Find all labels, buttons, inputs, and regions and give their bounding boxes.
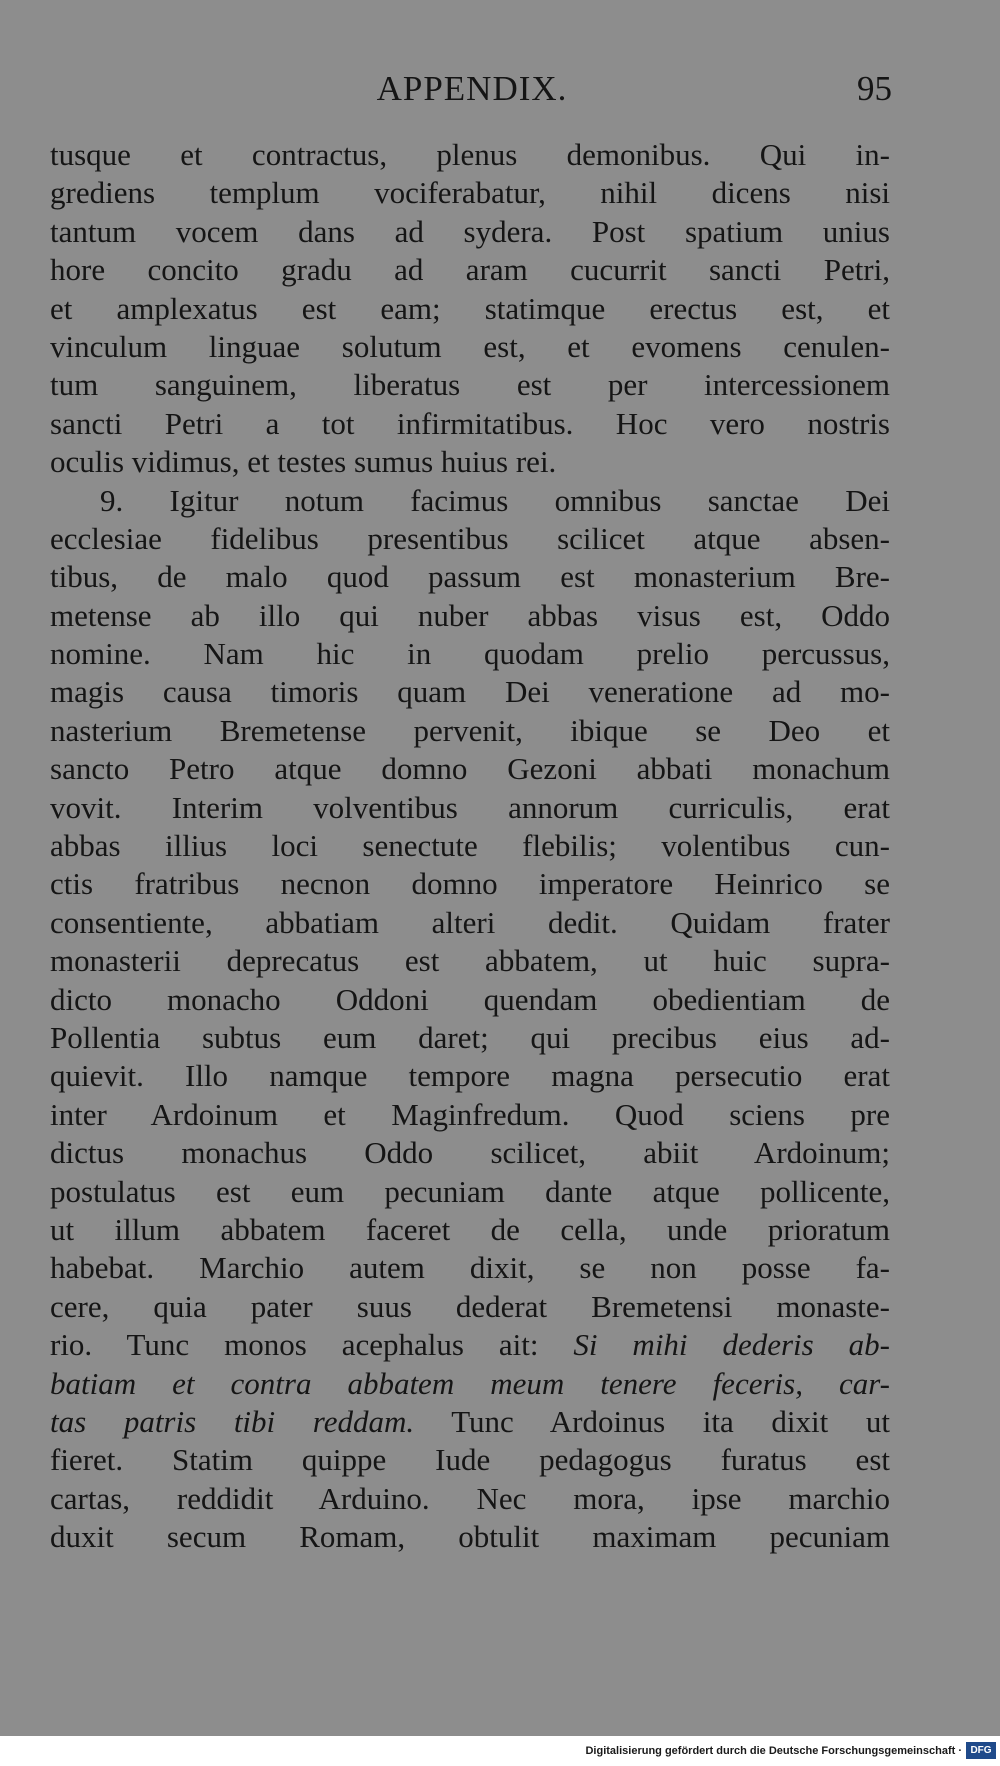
text-line: monasterii deprecatus est abbatem, ut huic supra- [50, 943, 890, 979]
text-line: consentiente, abbatiam alteri dedit. Quidam frater [50, 904, 890, 940]
text-line: tum sanguinem, liberatus est per intercessionem [50, 367, 890, 403]
text-line: inter Ardoinum et Maginfredum. Quod sciens pre [50, 1096, 890, 1132]
text-line: ecclesiae fidelibus presentibus scilicet atque absen- [50, 520, 890, 556]
page-number: 95 [857, 69, 892, 108]
text-segment: rio. Tunc monos acephalus ait: [50, 1327, 539, 1363]
text-line: quievit. Illo namque tempore magna persecutio erat [50, 1058, 890, 1094]
text-line: postulatus est eum pecuniam dante atque pollicente, [50, 1173, 890, 1209]
digitization-footer [0, 1736, 1000, 1766]
text-line: nomine. Nam hic in quodam prelio percussus, [50, 636, 890, 672]
text-line: dicto monacho Oddoni quendam obedientiam de [50, 981, 890, 1017]
text-line: ctis fratribus necnon domno imperatore Heinrico se [50, 866, 890, 902]
text-line: tusque et contractus, plenus demonibus. Qui in- [50, 137, 890, 172]
running-head [52, 64, 892, 114]
text-line: sancti Petri a tot infirmitatibus. Hoc vero nostris [50, 405, 890, 441]
text-line: cartas, reddidit Arduino. Nec mora, ipse marchio [50, 1480, 890, 1516]
text-line: duxit secum Romam, obtulit maximam pecuniam [50, 1519, 890, 1555]
text-line: et amplexatus est eam; statimque erectus est, et [50, 290, 890, 326]
text-line: magis causa timoris quam Dei veneratione ad mo- [50, 674, 890, 710]
text-line: metense ab illo qui nuber abbas visus est, Oddo [50, 597, 890, 633]
text-line: sancto Petro atque domno Gezoni abbati monachum [50, 751, 890, 787]
text-line: vinculum linguae solutum est, et evomens cenulen- [50, 328, 890, 364]
body-text [50, 136, 890, 1556]
mixed-text-line [50, 1326, 890, 1364]
text-line: grediens templum vociferabatur, nihil dicens nisi [50, 175, 890, 211]
running-title: APPENDIX. [376, 69, 568, 108]
text-line: abbas illius loci senectute flebilis; volentibus cun- [50, 828, 890, 864]
text-line: ut illum abbatem faceret de cella, unde prioratum [50, 1211, 890, 1247]
text-line: tibus, de malo quod passum est monasterium Bre- [50, 559, 890, 595]
text-line: cere, quia pater suus dederat Bremetensi monaste- [50, 1288, 890, 1324]
text-line: nasterium Bremetense pervenit, ibique se Deo et [50, 712, 890, 748]
mixed-text-line [50, 1403, 890, 1441]
text-line: vovit. Interim volventibus annorum curriculis, erat [50, 789, 890, 825]
text-line: oculis vidimus, et testes sumus huius rei. [50, 444, 557, 480]
text-line: dictus monachus Oddo scilicet, abiit Ardoinum; [50, 1135, 890, 1171]
text-line: Pollentia subtus eum daret; qui precibus eius ad- [50, 1019, 890, 1055]
italic-segment: Si mihi dederis ab- [573, 1327, 890, 1363]
text-line: hore concito gradu ad aram cucurrit sancti Petri, [50, 252, 890, 288]
text-segment: Tunc Ardoinus ita dixit ut [451, 1403, 890, 1439]
italic-segment: tas patris tibi reddam. [50, 1403, 415, 1439]
text-line: habebat. Marchio autem dixit, se non posse fa- [50, 1250, 890, 1286]
text-line: tantum vocem dans ad sydera. Post spatium unius [50, 213, 890, 249]
dfg-logo-icon: DFG [966, 1742, 996, 1759]
italic-text-line: batiam et contra abbatem meum tenere feceris, car- [50, 1365, 890, 1401]
funding-credit: Digitalisierung gefördert durch die Deutsche Forschungsgemeinschaft · [585, 1745, 962, 1757]
text-line: fieret. Statim quippe Iude pedagogus furatus est [50, 1442, 890, 1478]
paragraph-start-line: 9. Igitur notum facimus omnibus sanctae Dei [100, 482, 890, 518]
